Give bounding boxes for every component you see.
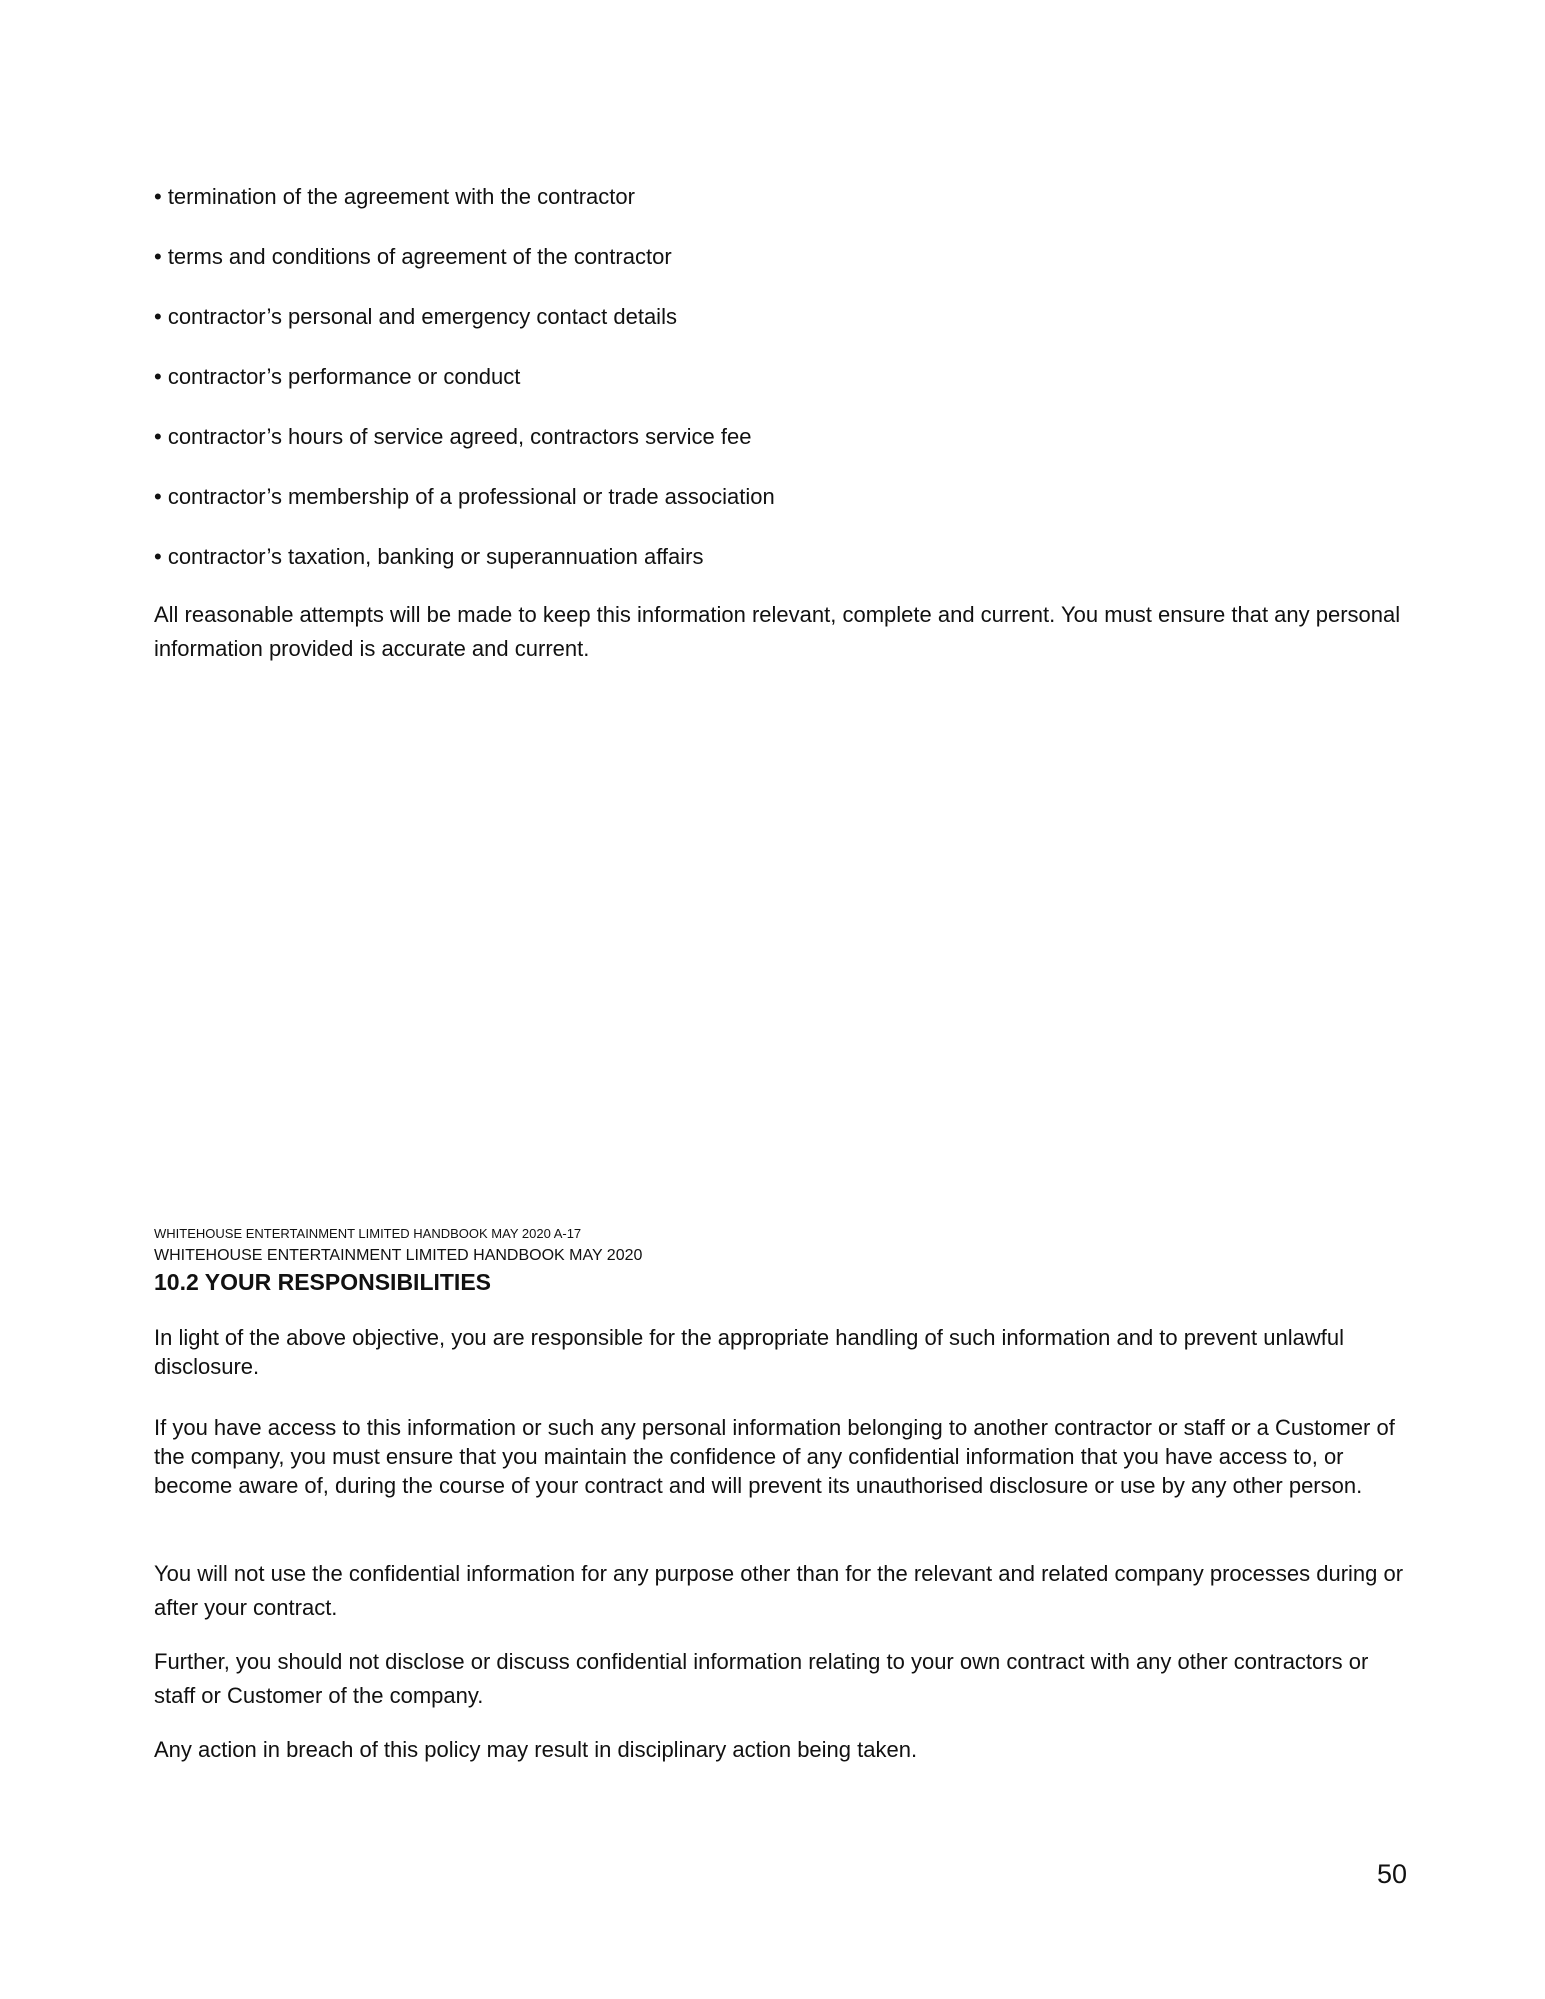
handbook-footer-line: WHITEHOUSE ENTERTAINMENT LIMITED HANDBOOK MAY 2020 A-17: [154, 1226, 582, 1241]
section-heading: 10.2 YOUR RESPONSIBILITIES: [154, 1269, 492, 1295]
list-item: • contractor’s personal and emergency contact details: [154, 304, 677, 329]
list-item: • termination of the agreement with the contractor: [154, 184, 635, 209]
list-item: • contractor’s hours of service agreed, contractors service fee: [154, 424, 752, 449]
list-item: • contractor’s performance or conduct: [154, 364, 521, 389]
body-paragraph: You will not use the confidential information for any purpose other than for the relevant and related company processes during or after your contract.: [154, 1561, 1404, 1620]
body-paragraph: If you have access to this information or such any personal information belonging to another contractor or staff or a Customer of the company, you must ensure that you maintain the confidence of any confidential information that you have access to, or become aware of, during the course of your contract and will prevent its unauthorised disclosure or use by any other person.: [154, 1415, 1395, 1498]
body-paragraph: In light of the above objective, you are responsible for the appropriate handling of such information and to prevent unlawful disclosure.: [154, 1325, 1344, 1379]
page-number: 50: [1376, 1859, 1407, 1889]
body-paragraph: Any action in breach of this policy may result in disciplinary action being taken.: [154, 1737, 918, 1762]
list-item: • contractor’s membership of a professional or trade association: [154, 484, 775, 509]
handbook-header-line: WHITEHOUSE ENTERTAINMENT LIMITED HANDBOOK MAY 2020: [154, 1247, 643, 1264]
list-item: • contractor’s taxation, banking or superannuation affairs: [154, 544, 704, 569]
accuracy-paragraph: All reasonable attempts will be made to keep this information relevant, complete and current. You must ensure that any personal information provided is accurate and current.: [154, 602, 1401, 661]
body-paragraph: Further, you should not disclose or discuss confidential information relating to your own contract with any other contractors or staff or Customer of the company.: [154, 1649, 1369, 1708]
list-item: • terms and conditions of agreement of the contractor: [154, 244, 672, 269]
contractor-information-list: [154, 182, 1404, 602]
